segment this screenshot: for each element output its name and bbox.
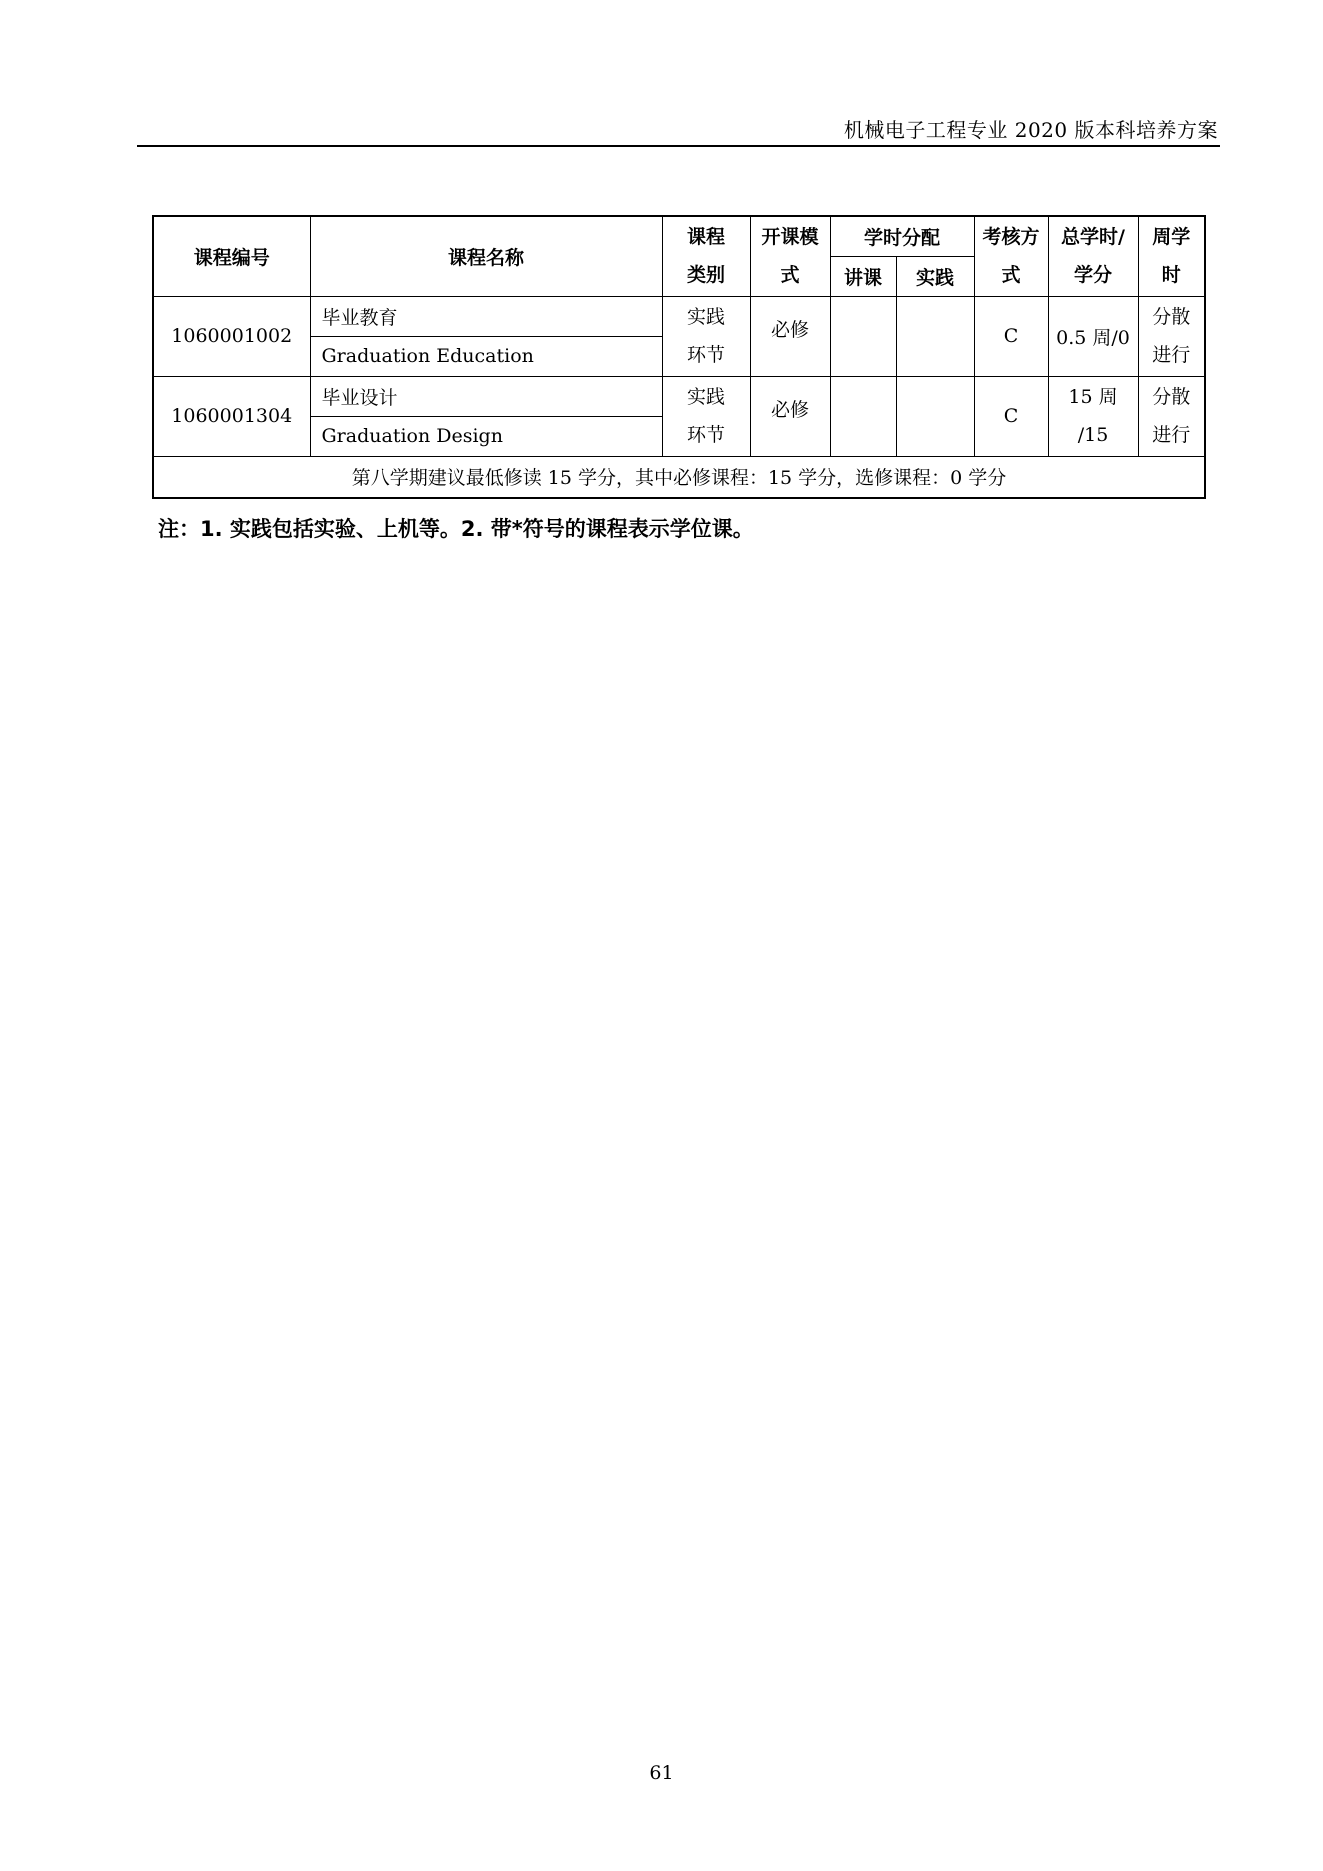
table-row xyxy=(153,296,1205,336)
header-mode: 开课模 式 xyxy=(750,216,830,296)
course-name-cn: 毕业教育 xyxy=(310,296,662,336)
course-weekly: 分散 进行 xyxy=(1138,376,1205,456)
header-weekly: 周学 时 xyxy=(1138,216,1205,296)
course-name-en: Graduation Design xyxy=(310,416,662,456)
course-mode: 必修 xyxy=(750,376,830,456)
header-name: 课程名称 xyxy=(310,216,662,296)
course-category: 实践 环节 xyxy=(662,376,750,456)
page-number: 61 xyxy=(649,1762,674,1784)
course-mode: 必修 xyxy=(750,296,830,376)
course-assessment: C xyxy=(974,376,1048,456)
header-hours-alloc: 学时分配 xyxy=(830,216,974,256)
header-total: 总学时/ 学分 xyxy=(1048,216,1138,296)
course-name-cn: 毕业设计 xyxy=(310,376,662,416)
footnote: 注：1. 实践包括实验、上机等。2. 带*符号的课程表示学位课。 xyxy=(158,517,754,541)
course-lecture xyxy=(830,296,896,376)
header-practice: 实践 xyxy=(896,256,974,296)
header-assessment: 考核方 式 xyxy=(974,216,1048,296)
course-assessment: C xyxy=(974,296,1048,376)
course-name-en: Graduation Education xyxy=(310,336,662,376)
course-total: 15 周 /15 xyxy=(1048,376,1138,456)
header-category: 课程 类别 xyxy=(662,216,750,296)
course-weekly: 分散 进行 xyxy=(1138,296,1205,376)
course-total: 0.5 周/0 xyxy=(1048,296,1138,376)
course-practice xyxy=(896,376,974,456)
semester-summary: 第八学期建议最低修读 15 学分，其中必修课程：15 学分，选修课程：0 学分 xyxy=(153,456,1205,498)
table-row xyxy=(153,376,1205,416)
header-lecture: 讲课 xyxy=(830,256,896,296)
course-code: 1060001304 xyxy=(153,376,310,456)
course-code: 1060001002 xyxy=(153,296,310,376)
header-code: 课程编号 xyxy=(153,216,310,296)
course-category: 实践 环节 xyxy=(662,296,750,376)
course-lecture xyxy=(830,376,896,456)
course-practice xyxy=(896,296,974,376)
header-divider xyxy=(137,145,1220,147)
course-table xyxy=(152,215,1206,499)
header-title: 机械电子工程专业 2020 版本科培养方案 xyxy=(843,118,1218,142)
